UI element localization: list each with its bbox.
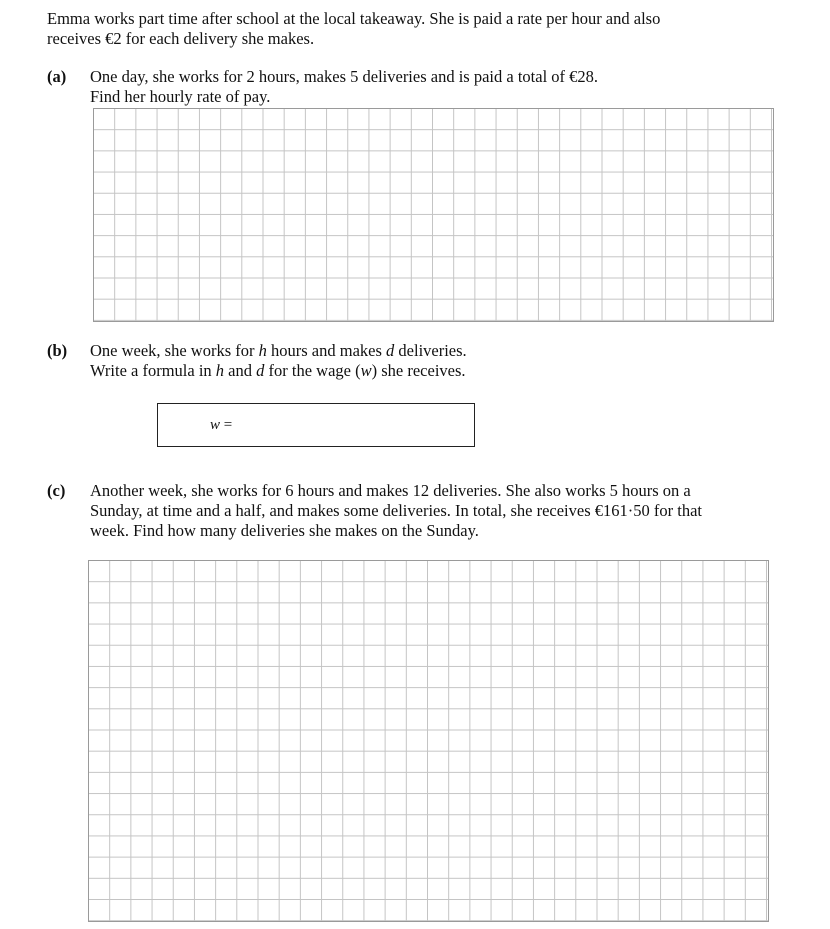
part-b-text-2c: for the wage ( xyxy=(264,361,361,380)
part-c-question xyxy=(90,481,702,541)
var-d: d xyxy=(386,341,395,360)
part-a-line-1: One day, she works for 2 hours, makes 5 deliveries and is paid a total of €28. xyxy=(90,67,599,86)
intro-line-1: Emma works part time after school at the local takeaway. She is paid a rate per hour and also xyxy=(47,9,661,28)
var-d-2: d xyxy=(256,361,265,380)
formula-answer-box[interactable] xyxy=(157,403,475,447)
part-c-line-3: week. Find how many deliveries she makes on the Sunday. xyxy=(90,521,479,540)
part-a-label: (a) xyxy=(47,67,67,86)
var-h-2: h xyxy=(215,361,225,380)
part-b-line-1 xyxy=(90,341,467,361)
part-c-line-2: Sunday, at time and a half, and makes some deliveries. In total, she receives €161·50 for that xyxy=(90,501,702,520)
part-c-label: (c) xyxy=(47,481,66,500)
intro-text xyxy=(47,9,660,49)
part-b-text-1b: hours and makes xyxy=(266,341,387,360)
part-b-text-1c: deliveries. xyxy=(394,341,467,360)
answer-var-w: w xyxy=(210,417,221,433)
var-h: h xyxy=(258,341,267,360)
part-b-text-2a: Write a formula in xyxy=(90,361,216,380)
formula-lhs xyxy=(210,416,232,434)
part-b-label: (b) xyxy=(47,341,68,360)
part-a-line-2: Find her hourly rate of pay. xyxy=(90,87,271,106)
answer-equals: = xyxy=(220,417,233,433)
part-b-question xyxy=(90,341,467,381)
part-c-line-1: Another week, she works for 6 hours and makes 12 deliveries. She also works 5 hours on a xyxy=(90,481,691,500)
part-b-text-2d: ) she receives. xyxy=(371,361,466,380)
part-b-text-1a: One week, she works for xyxy=(90,341,259,360)
part-a-question xyxy=(90,67,598,107)
part-c-answer-grid[interactable] xyxy=(88,560,769,922)
part-b-line-2 xyxy=(90,361,467,381)
part-a-answer-grid[interactable] xyxy=(93,108,774,322)
intro-line-2: receives €2 for each delivery she makes. xyxy=(47,29,315,48)
part-b-text-2b: and xyxy=(224,361,257,380)
var-w: w xyxy=(360,361,372,380)
